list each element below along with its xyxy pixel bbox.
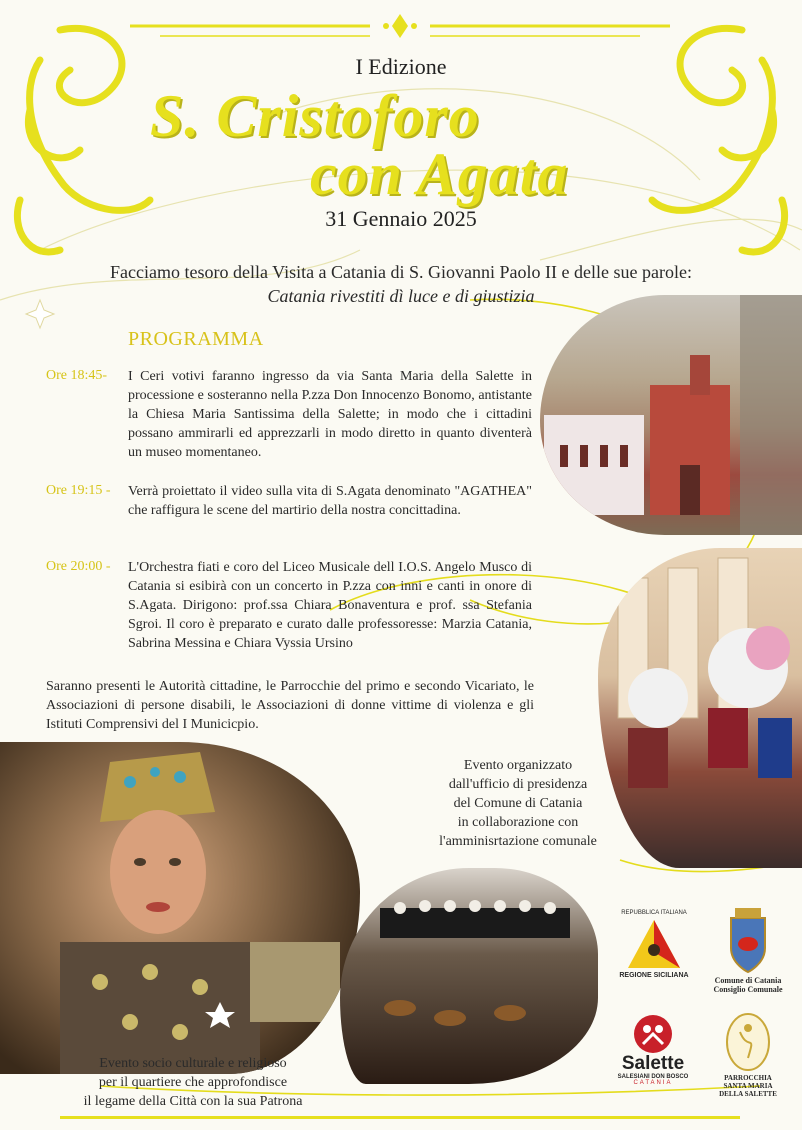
event-title-line1: S. Cristoforo bbox=[150, 83, 480, 149]
intro-quote: Catania rivestiti dì luce e di giustizia bbox=[267, 286, 535, 306]
candles-procession-photo bbox=[598, 548, 802, 868]
salette-emblem-icon bbox=[633, 1014, 673, 1054]
logo-caption: PARROCCHIA bbox=[724, 1074, 772, 1082]
event-title-line2: con Agata bbox=[310, 141, 569, 207]
closing-paragraph: Saranno presenti le Autorità cittadine, le Parrocchie del primo e secondo Vicariato, le Associazioni di persone disabili, le Associazioni di donne vittime di violenza e gli Istituti Comprensivi del I Municicpio. bbox=[46, 679, 534, 732]
caption-line: Evento socio culturale e religioso bbox=[99, 1056, 287, 1071]
saint-agatha-statue-photo bbox=[0, 742, 360, 1074]
organizer-line: del Comune di Catania bbox=[453, 796, 583, 811]
logo-caption: DELLA SALETTE bbox=[719, 1090, 777, 1098]
catania-coat-of-arms-icon bbox=[723, 908, 773, 974]
logo-caption: SANTA MARIA bbox=[723, 1082, 773, 1090]
programme-time: Ore 20:00 - bbox=[46, 559, 111, 574]
parish-logo bbox=[706, 1012, 790, 1098]
programme-text: L'Orchestra fiati e coro del Liceo Musicale dell I.O.S. Angelo Musco di Catania si esibirà con un concerto in P.zza con inni e canti in onore di S.Agata. Dirigono: prof.ssa Chiara Bonaventura e prof. ssa Stefania Sgroi. Il coro è preparato e curato dalle professoresse: Marzia Catania, Sabrina Messina e Chiara Vyssia Ursino bbox=[128, 560, 532, 651]
bottom-border bbox=[60, 1116, 740, 1119]
trinacria-emblem-icon bbox=[626, 918, 682, 970]
organizer-note bbox=[410, 756, 626, 851]
logo-caption: REGIONE SICILIANA bbox=[619, 972, 689, 979]
caption-line: il legame della Città con la sua Patrona bbox=[83, 1094, 303, 1109]
organizer-line: Evento organizzato bbox=[463, 758, 573, 773]
event-date: 31 Gennaio 2025 bbox=[325, 206, 477, 231]
logo-caption: Salette bbox=[621, 1053, 685, 1074]
programme-text: I Ceri votivi faranno ingresso da via Santa Maria della Salette in processione e sosteranno nella P.zza Don Innocenzo Bonomo, antistante la Chiesa Maria Santissima della Salette; in modo che i cittadini possano ammirarli ed apprezzarli in modo diretto in quanto diventerà un museo momentaneo. bbox=[128, 369, 532, 460]
logo-caption: Consiglio Comunale bbox=[713, 985, 783, 994]
logo-caption: CATANIA bbox=[633, 1080, 673, 1086]
intro-line: Facciamo tesoro della Visita a Catania di S. Giovanni Paolo II e delle sue parole: bbox=[110, 262, 692, 282]
programme-text: Verrà proiettato il video sulla vita di S.Agata denominato "AGATHEA" che raffigura le scene del martirio della nostra concittadina. bbox=[128, 484, 532, 518]
church-aerial-photo bbox=[540, 295, 802, 535]
salette-logo bbox=[610, 1014, 696, 1086]
edition-label: I Edizione bbox=[355, 54, 447, 79]
logo-caption: SALESIANI DON BOSCO bbox=[617, 1074, 689, 1080]
logo-caption: REPUBBLICA ITALIANA bbox=[621, 910, 687, 916]
programme-heading: PROGRAMMA bbox=[128, 328, 264, 350]
programme-time: Ore 18:45- bbox=[46, 368, 108, 383]
programme-time: Ore 19:15 - bbox=[46, 483, 111, 498]
organizer-line: dall'ufficio di presidenza bbox=[448, 777, 588, 792]
caption-line: per il quartiere che approfondisce bbox=[98, 1075, 288, 1090]
logo-caption: Comune di Catania bbox=[714, 976, 782, 985]
event-caption bbox=[58, 1054, 328, 1111]
catania-council-logo bbox=[700, 908, 796, 994]
organizer-line: in collaborazione con bbox=[457, 815, 579, 830]
parish-emblem-icon bbox=[725, 1012, 771, 1072]
sicily-region-logo bbox=[612, 910, 696, 979]
organizer-line: l'amminisrtazione comunale bbox=[439, 834, 597, 849]
